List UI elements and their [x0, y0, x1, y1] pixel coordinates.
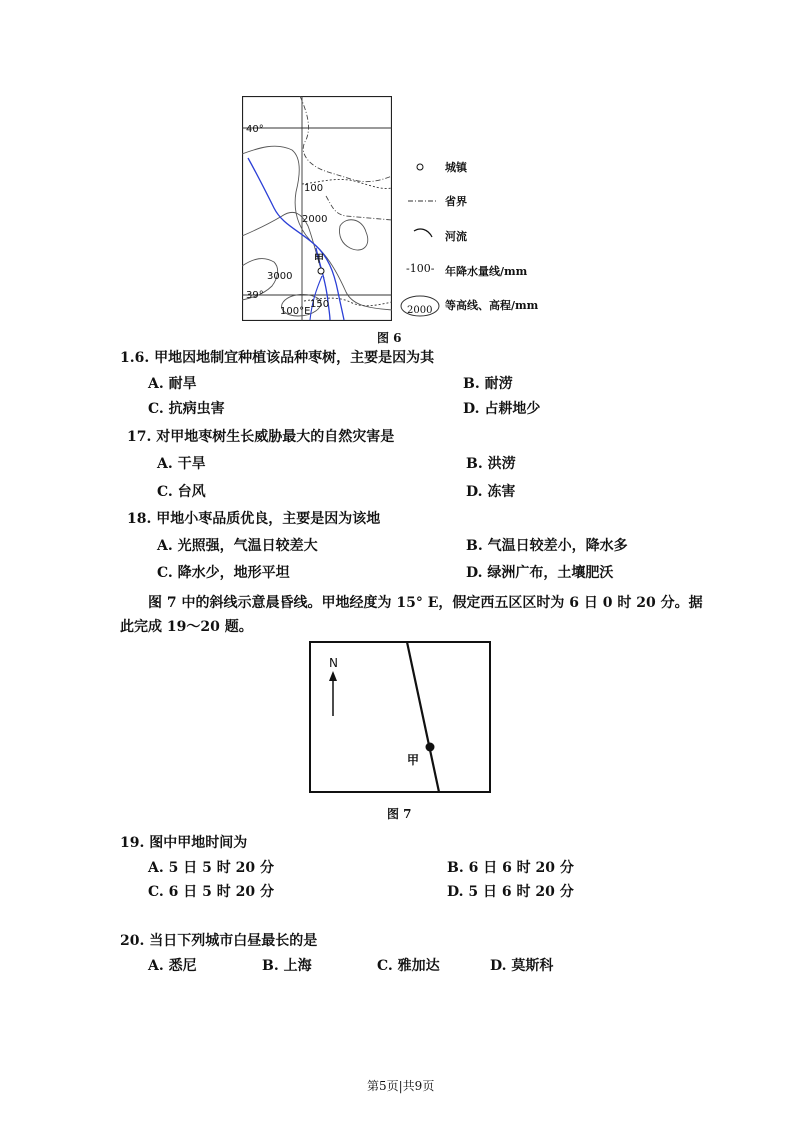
question-16-stem: 1.6. 甲地因地制宜种植该品种枣树，主要是因为其: [120, 350, 435, 366]
legend-town-icon: [415, 162, 425, 172]
site-jia-label: 甲: [407, 753, 420, 767]
question-19-option-a: A. 5 日 5 时 20 分: [148, 860, 274, 876]
question-17-option-a: A. 干旱: [157, 456, 206, 472]
label-contour-2000: 2000: [302, 214, 328, 225]
question-17-stem: 17. 对甲地枣树生长威胁最大的自然灾害是: [127, 429, 395, 445]
question-20-stem: 20. 当日下列城市白昼最长的是: [120, 933, 318, 949]
legend-province-border-label: 省界: [445, 195, 467, 208]
label-isohyet-100: 100: [304, 183, 324, 194]
label-lat-39: 39°: [246, 290, 264, 301]
question-18-option-b: B. 气温日较差小，降水多: [466, 538, 628, 554]
question-16-option-a: A. 耐旱: [148, 376, 197, 392]
question-20-option-c: C. 雅加达: [377, 958, 440, 974]
question-18-option-c: C. 降水少，地形平坦: [157, 565, 290, 581]
question-17-option-c: C. 台风: [157, 484, 206, 500]
legend-contour-sample: 2000: [407, 305, 433, 316]
question-17-option-b: B. 洪涝: [466, 456, 516, 472]
question-16-option-c: C. 抗病虫害: [148, 401, 225, 417]
label-contour-3000: 3000: [267, 271, 293, 282]
question-18-stem: 18. 甲地小枣品质优良，主要是因为该地: [127, 511, 381, 527]
legend-river-label: 河流: [445, 230, 467, 243]
legend-precip-sample: -100-: [406, 262, 435, 275]
label-site-jia: 甲: [314, 254, 324, 265]
intro-line-2: 此完成 19～20 题。: [120, 619, 253, 635]
figure-6-caption: 图 6: [377, 331, 402, 345]
intro-line-1: 图 7 中的斜线示意晨昏线。甲地经度为 15° E，假定西五区区时为 6 日 0 时 20 分。据: [148, 595, 703, 611]
question-17-option-d: D. 冻害: [466, 484, 516, 500]
question-16-option-d: D. 占耕地少: [463, 401, 541, 417]
question-19-stem: 19. 图中甲地时间为: [120, 835, 248, 851]
question-20-option-b: B. 上海: [262, 958, 312, 974]
question-16-option-b: B. 耐涝: [463, 376, 513, 392]
question-19-option-b: B. 6 日 6 时 20 分: [447, 860, 574, 876]
legend-river-icon: [412, 225, 438, 243]
label-isohyet-150: 150: [310, 299, 330, 310]
legend-town-label: 城镇: [445, 161, 467, 174]
legend-province-border-icon: [408, 196, 438, 206]
figure-7-diagram: [309, 641, 491, 793]
label-lat-40: 40°: [246, 124, 264, 135]
question-20-option-a: A. 悉尼: [148, 958, 197, 974]
page-footer: 第5页|共9页: [367, 1079, 435, 1093]
figure-6-map: [242, 96, 392, 321]
figure-7-caption: 图 7: [387, 807, 412, 821]
question-18-option-a: A. 光照强，气温日较差大: [157, 538, 318, 554]
question-18-option-d: D. 绿洲广布，土壤肥沃: [466, 565, 614, 581]
legend-contour-label: 等高线、高程/mm: [445, 299, 539, 312]
question-19-option-c: C. 6 日 5 时 20 分: [148, 884, 274, 900]
site-jia-marker: [426, 743, 435, 752]
question-20-option-d: D. 莫斯科: [490, 958, 554, 974]
north-label: N: [329, 656, 338, 670]
question-19-option-d: D. 5 日 6 时 20 分: [447, 884, 574, 900]
label-lon-100: 100°E: [280, 306, 311, 317]
town-marker: [318, 268, 324, 274]
legend-precip-label: 年降水量线/mm: [445, 265, 528, 278]
